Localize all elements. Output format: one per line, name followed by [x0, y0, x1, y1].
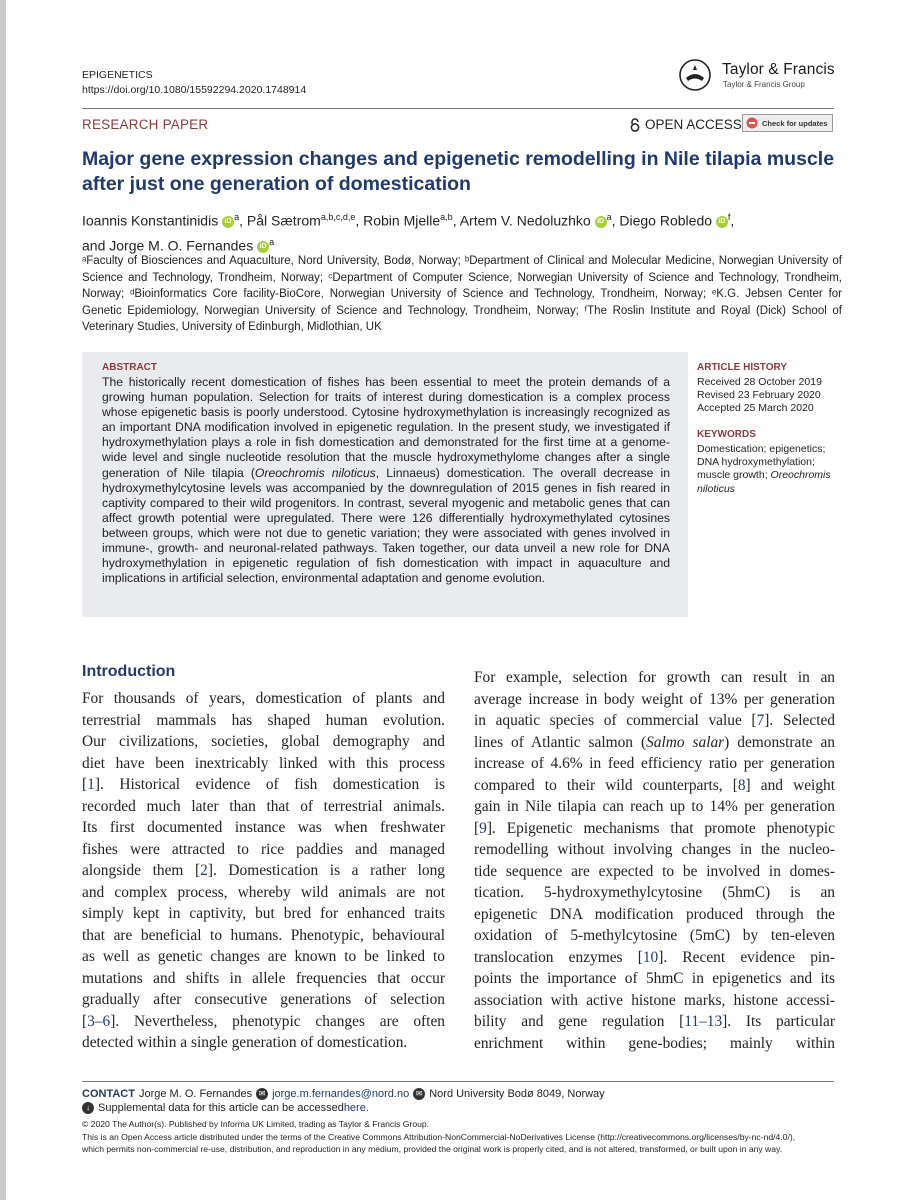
text-line: simply kept in captivity, but bred for enhanced traits [82, 905, 445, 922]
address-icon: ✉ [413, 1088, 425, 1100]
orcid-icon[interactable]: iD [257, 241, 269, 253]
contact-address: Nord University Bodø 8049, Norway [429, 1088, 605, 1100]
author-list: Ioannis Konstantinidis iD $^a$, Pål Sætrom$^{a,b,c,d,e}$, Robin Mjelle$^{a,b}$, Artem V. Nedoluzhko iD $^a$, Diego Robledo iD $^f$, and Jorge M. O. Fernandes iD $^a$ [82, 212, 735, 254]
orcid-icon[interactable]: iD [595, 216, 607, 228]
doi-link[interactable]: https://doi.org/10.1080/15592294.2020.1748914 [82, 84, 307, 96]
abstract-part-2: , Linnaeus) domestication. The overall decrease in hydroxymethylcytosine levels was accompanied by the downregulation of 2015 genes in fish reared in captivity compared to their wild progenitors. In contrast, several myogenic and metabolic genes that can affect growth potential were upregulated. There were 126 differentially hydroxymethylated cytosines between groups, which were not due to genetic variation; they were associated with genes involved in immune-, growth- and neuronal-related pathways. Taken together, our data unveil a new role for DNA hydroxymethylation in epigenetic regulation of fish domestication with impact in aquaculture and implications in artificial selection, environmental adaptation and genome evolution. [102, 465, 670, 586]
author-affiliation-marker: a [234, 212, 240, 222]
author-affiliation-marker: a [269, 236, 275, 247]
text-line: average increase in body weight of 13% per generation [474, 690, 835, 708]
publisher-name: Taylor & Francis [722, 61, 835, 78]
author-name: Ioannis Konstantinidis [82, 212, 219, 229]
author-name: Diego Robledo [619, 212, 713, 229]
text-line: in aquatic species of commercial value [7]. Selected [474, 712, 836, 729]
text-line: Its first documented instance was when freshwater [82, 819, 445, 836]
author-name: Artem V. Nedoluzhko [459, 212, 591, 229]
article-history-heading: ARTICLE HISTORY [697, 362, 788, 373]
text-line: gain in Nile tilapia can reach up to 14% per generation [474, 798, 835, 815]
journal-name: EPIGENETICS [82, 69, 153, 81]
open-access-label: OPEN ACCESS [645, 117, 742, 132]
text-line: oxidation of 5-methylcytosine (5mC) by ten-eleven [474, 927, 835, 944]
introduction-heading: Introduction [82, 663, 176, 680]
email-icon: ✉ [256, 1088, 268, 1100]
text-line: mutations and shifts in allele frequencies that occur [82, 969, 445, 987]
supplemental-link[interactable]: here. [343, 1102, 369, 1114]
keywords-heading: KEYWORDS [697, 429, 756, 440]
author-affiliation-marker: a [606, 212, 612, 222]
text-line: lines of Atlantic salmon (Salmo salar) demonstrate an [474, 733, 835, 751]
history-revised: Revised 23 February 2020 [697, 389, 821, 401]
text-line: compared to their wild counterparts, [8] and weight [474, 776, 835, 794]
text-line: alongside them [2]. Domestication is a rather long [82, 862, 445, 879]
author-affiliation-marker: f [727, 212, 731, 222]
copyright: © 2020 The Author(s). Published by Informa UK Limited, trading as Taylor & Francis Group. [82, 1119, 430, 1129]
text-line: increase of 4.6% in feed efficiency ratio per generation [474, 755, 835, 772]
text-line: that are beneficial to humans. Phenotypic, behavioural [82, 926, 445, 944]
abstract-text [102, 375, 670, 586]
license-line-1: This is an Open Access article distributed under the terms of the Creative Commons Attribution-NonCommercial-NoDerivatives License (http://creativecommons.org/licenses/by-nc-nd/4.0/), [82, 1132, 796, 1142]
text-line: points the importance of 5hmC in epigenetics and its [474, 970, 835, 987]
text-line: gradually after consecutive generations of selection [82, 991, 445, 1008]
keywords-list: Domestication; epigenetics; DNA hydroxymethylation; muscle growth; [697, 443, 826, 482]
check-for-updates-button[interactable] [742, 114, 833, 132]
text-line: tide sequence are expected to be involved in domes- [474, 862, 835, 880]
author-affiliation-marker: a,b [440, 212, 453, 222]
keywords-species: Oreochromis niloticus [697, 469, 831, 495]
text-line: fishes were attracted to rice paddies and managed [82, 840, 445, 858]
text-line: bility and gene regulation [11–13]. Its particular [474, 1013, 835, 1030]
text-line: For example, selection for growth can result in an [474, 669, 835, 686]
text-line: recorded much later than that of terrestrial animals. [82, 797, 445, 815]
keywords-text [697, 443, 837, 496]
supplemental-line [82, 1102, 369, 1114]
publisher-group: Taylor & Francis Group [723, 80, 805, 89]
text-line: translocation enzymes [10]. Recent evidence pin- [474, 948, 835, 966]
text-line: tication. 5-hydroxymethylcytosine (5hmC) is an [474, 884, 835, 901]
author-name: Pål Sætrom [246, 212, 321, 229]
text-line: remodelling without involving changes in the nucleo- [474, 841, 835, 858]
abstract-heading: ABSTRACT [102, 362, 157, 373]
text-line: epigenetic DNA modification produced through the [474, 905, 835, 923]
article-title: Major gene expression changes and epigenetic remodelling in Nile tilapia muscle after just one generation of domestication [82, 148, 835, 195]
author-name: Robin Mjelle [363, 212, 441, 229]
history-accepted: Accepted 25 March 2020 [697, 402, 814, 414]
supplemental-icon: ↓ [82, 1102, 94, 1114]
contact-name: Jorge M. O. Fernandes [138, 1088, 253, 1100]
text-line: [1]. Historical evidence of fish domestication is [82, 776, 445, 793]
open-lock-icon [630, 118, 640, 132]
footer-divider [82, 1081, 834, 1082]
text-line: enrichment within gene-bodies; mainly within [474, 1034, 835, 1052]
author-name: and Jorge M. O. Fernandes [82, 237, 254, 254]
affiliations: ᵃFaculty of Biosciences and Aquaculture, Nord University, Bodø, Norway; ᵇDepartment of Clinical and Molecular Medicine, Norwegian University of Science and Technology, Trondheim, Norway; ᶜDepartment of Computer Science, Norwegian University of Science and Technology, Trondheim, Norway; ᵈBioinformatics Core facility-BioCore, Norwegian University of Science and Technology, Trondheim, Norway; ᵉK.G. Jebsen Center for Genetic Epidemiology, Norwegian University of Science and Technology, Trondheim, Norway; ᶠThe Roslin Institute and Royal (Dick) School of Veterinary Studies, University of Edinburgh, Midlothian, UK [82, 255, 842, 334]
author-affiliation-marker: a,b,c,d,e [320, 212, 356, 222]
article-type: RESEARCH PAPER [82, 117, 209, 132]
text-line: association with active histone marks, histone accessi- [474, 991, 835, 1009]
abstract-part-1: The historically recent domestication of fishes has been essential to meet the protein demands of a growing human population. Selection for traits of interest during domestication is a complex process whose epigenetic basis is poorly understood. Cytosine hydroxymethylation is increasingly recognized as an important DNA modification involved in epigenetic regulation. In the present study, we investigated if hydroxymethylation plays a role in fish domestication and demonstrated for the first time at a genome-wide level and single nucleotide resolution that the muscle hydroxymethylome changes after a single generation of Nile tilapia ( [102, 375, 670, 480]
contact-email[interactable]: jorge.m.fernandes@nord.no [272, 1088, 410, 1100]
introduction-column-1 [82, 688, 445, 1054]
orcid-icon[interactable]: iD [222, 216, 234, 228]
introduction-column-2 [474, 667, 835, 1054]
header-divider [82, 108, 834, 109]
history-received: Received 28 October 2019 [697, 376, 822, 388]
abstract-species: Oreochromis niloticus [254, 465, 376, 480]
contact-line [82, 1088, 605, 1100]
text-line: detected within a single generation of domestication. [82, 1034, 408, 1051]
text-line: Our civilizations, societies, global demography and [82, 733, 445, 750]
text-line: [9]. Epigenetic mechanisms that promote phenotypic [474, 819, 835, 837]
supplemental-text: Supplemental data for this article can be accessed [98, 1102, 344, 1114]
check-for-updates-label: Check for updates [762, 118, 828, 128]
text-line: [3–6]. Nevertheless, phenotypic changes are often [82, 1012, 445, 1030]
open-access-badge [630, 117, 742, 132]
text-line: and complex process, whereby wild animals are not [82, 883, 445, 901]
orcid-icon[interactable]: iD [716, 216, 728, 228]
text-line: as well as genetic changes are known to be linked to [82, 948, 445, 965]
crossmark-icon [746, 117, 758, 129]
text-line: diet have been inextricably linked with this process [82, 754, 445, 772]
contact-label: CONTACT [82, 1088, 135, 1100]
text-line: For thousands of years, domestication of plants and [82, 690, 445, 707]
page-edge [0, 0, 6, 1200]
license-line-2: which permits non-commercial re-use, distribution, and reproduction in any medium, provided the original work is properly cited, and is not altered, transformed, or built upon in any way. [82, 1144, 783, 1154]
text-line: terrestrial mammals has shaped human evolution. [82, 711, 445, 729]
